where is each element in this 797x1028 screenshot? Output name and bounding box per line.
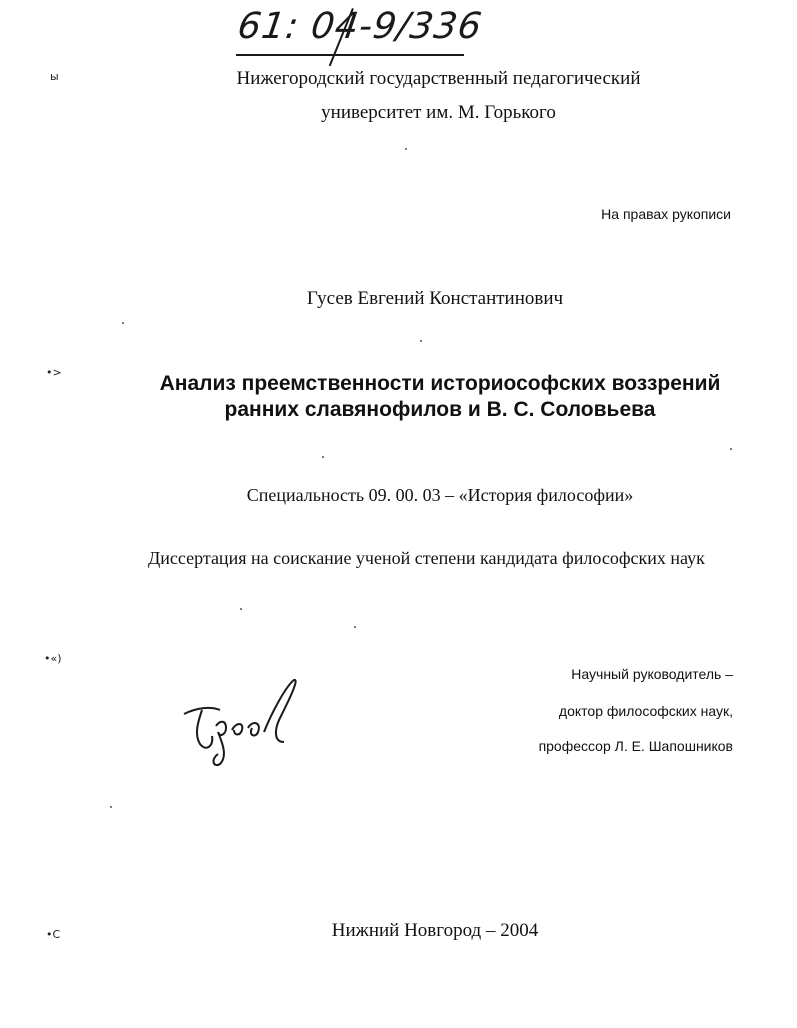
specialty: Специальность 09. 00. 03 – «История философии» — [246, 485, 634, 505]
scan-speck — [405, 148, 407, 150]
manuscript-note: На правах рукописи — [601, 206, 731, 222]
scan-speck — [354, 626, 356, 628]
scan-mark-icon: •> — [46, 366, 62, 379]
university-name-line1: Нижегородский государственный педагогический — [236, 68, 641, 89]
author-name: Гусев Евгений Константинович — [306, 288, 564, 309]
scan-speck — [420, 340, 422, 342]
dissertation-title-line1: Анализ преемственности историософских воззрений — [159, 372, 721, 395]
supervisor-label: Научный руководитель – — [571, 666, 733, 682]
scan-speck — [240, 608, 242, 610]
archive-code: 61: 04-9/336 — [235, 6, 485, 47]
archive-code-underline — [236, 54, 464, 56]
supervisor-degree: доктор философских наук, — [558, 703, 733, 719]
scan-mark-icon: •«) — [44, 652, 62, 665]
dissertation-title-line2: ранних славянофилов и В. С. Соловьева — [224, 398, 656, 421]
scan-mark-icon: ы — [50, 70, 59, 83]
scan-mark-icon: •С — [46, 928, 61, 941]
city-year: Нижний Новгород – 2004 — [331, 920, 539, 941]
scan-speck — [730, 448, 732, 450]
author-signature — [176, 672, 306, 772]
degree-statement: Диссертация на соискание ученой степени кандидата философских наук — [148, 548, 705, 568]
supervisor-name: профессор Л. Е. Шапошников — [538, 738, 733, 754]
scan-speck — [322, 456, 324, 458]
university-name-line2: университет им. М. Горького — [321, 102, 556, 123]
scan-speck — [110, 806, 112, 808]
scan-speck — [122, 322, 124, 324]
